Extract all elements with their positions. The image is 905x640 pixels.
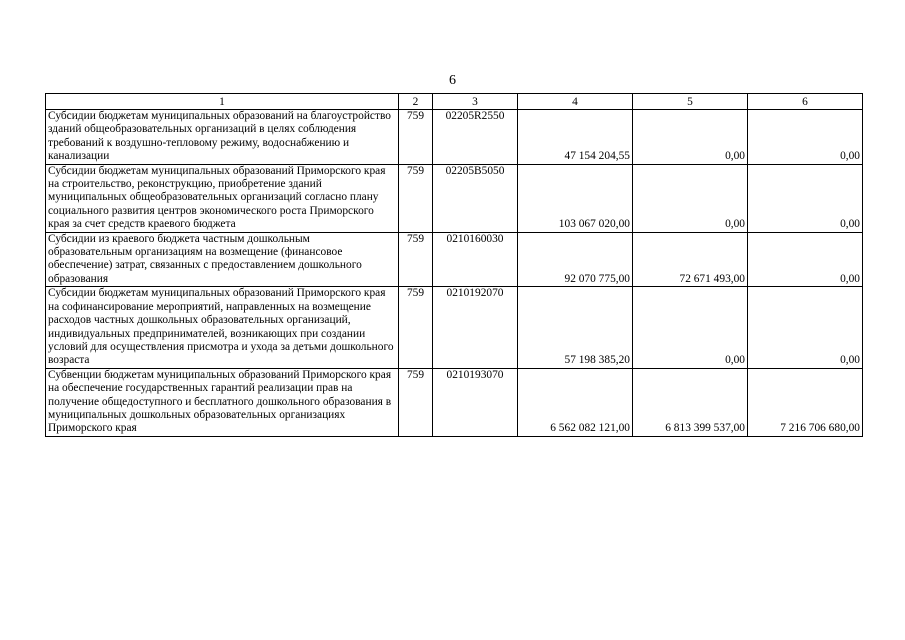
table-row xyxy=(46,164,863,232)
row-amount-col4: 57 198 385,20 xyxy=(518,287,633,368)
row-description: Субсидии бюджетам муниципальных образований Приморского края на строительство, реконструкцию, приобретение зданий муниципальных общеобразовательных организаций согласно плану социального развития центров экономического роста Приморского края за счет средств краевого бюджета xyxy=(46,164,399,232)
row-description: Субсидии бюджетам муниципальных образований Приморского края на софинансирование мероприятий, направленных на возмещение расходов частных дошкольных образовательных организаций, индивидуальных предпринимателей, возникающих при создании условий для осуществления присмотра и ухода за детьми дошкольного возраста xyxy=(46,287,399,368)
row-amount-col6: 7 216 706 680,00 xyxy=(748,368,863,436)
row-amount-col4: 6 562 082 121,00 xyxy=(518,368,633,436)
table-row xyxy=(46,368,863,436)
column-header-5: 5 xyxy=(633,94,748,110)
row-amount-col5: 0,00 xyxy=(633,110,748,165)
row-amount-col5: 0,00 xyxy=(633,164,748,232)
table-header-row xyxy=(46,94,863,110)
row-ministry-code: 759 xyxy=(399,368,433,436)
row-ministry-code: 759 xyxy=(399,164,433,232)
row-amount-col5: 72 671 493,00 xyxy=(633,232,748,287)
row-amount-col4: 103 067 020,00 xyxy=(518,164,633,232)
column-header-3: 3 xyxy=(433,94,518,110)
row-description: Субсидии из краевого бюджета частным дошкольным образовательным организациям на возмещение (финансовое обеспечение) затрат, связанных с предоставлением дошкольного образования xyxy=(46,232,399,287)
table-row xyxy=(46,232,863,287)
row-target-code: 0210160030 xyxy=(433,232,518,287)
row-ministry-code: 759 xyxy=(399,110,433,165)
row-amount-col4: 47 154 204,55 xyxy=(518,110,633,165)
row-amount-col6: 0,00 xyxy=(748,110,863,165)
row-ministry-code: 759 xyxy=(399,232,433,287)
row-amount-col6: 0,00 xyxy=(748,164,863,232)
row-amount-col5: 0,00 xyxy=(633,287,748,368)
row-amount-col4: 92 070 775,00 xyxy=(518,232,633,287)
row-target-code: 0210192070 xyxy=(433,287,518,368)
row-target-code: 02205В5050 xyxy=(433,164,518,232)
row-ministry-code: 759 xyxy=(399,287,433,368)
row-target-code: 02205R2550 xyxy=(433,110,518,165)
page-number: 6 xyxy=(449,73,456,88)
table-row xyxy=(46,110,863,165)
row-amount-col6: 0,00 xyxy=(748,287,863,368)
column-header-1: 1 xyxy=(46,94,399,110)
row-description: Субвенции бюджетам муниципальных образований Приморского края на обеспечение государственных гарантий реализации прав на получение общедоступного и бесплатного дошкольного образования в муниципальных дошкольных образовательных организациях Приморского края xyxy=(46,368,399,436)
column-header-2: 2 xyxy=(399,94,433,110)
row-target-code: 0210193070 xyxy=(433,368,518,436)
row-amount-col5: 6 813 399 537,00 xyxy=(633,368,748,436)
row-description: Субсидии бюджетам муниципальных образований на благоустройство зданий общеобразовательных организаций в целях соблюдения требований к воздушно-тепловому режиму, водоснабжению и канализации xyxy=(46,110,399,165)
column-header-4: 4 xyxy=(518,94,633,110)
table-row xyxy=(46,287,863,368)
row-amount-col6: 0,00 xyxy=(748,232,863,287)
budget-table xyxy=(45,93,863,437)
column-header-6: 6 xyxy=(748,94,863,110)
